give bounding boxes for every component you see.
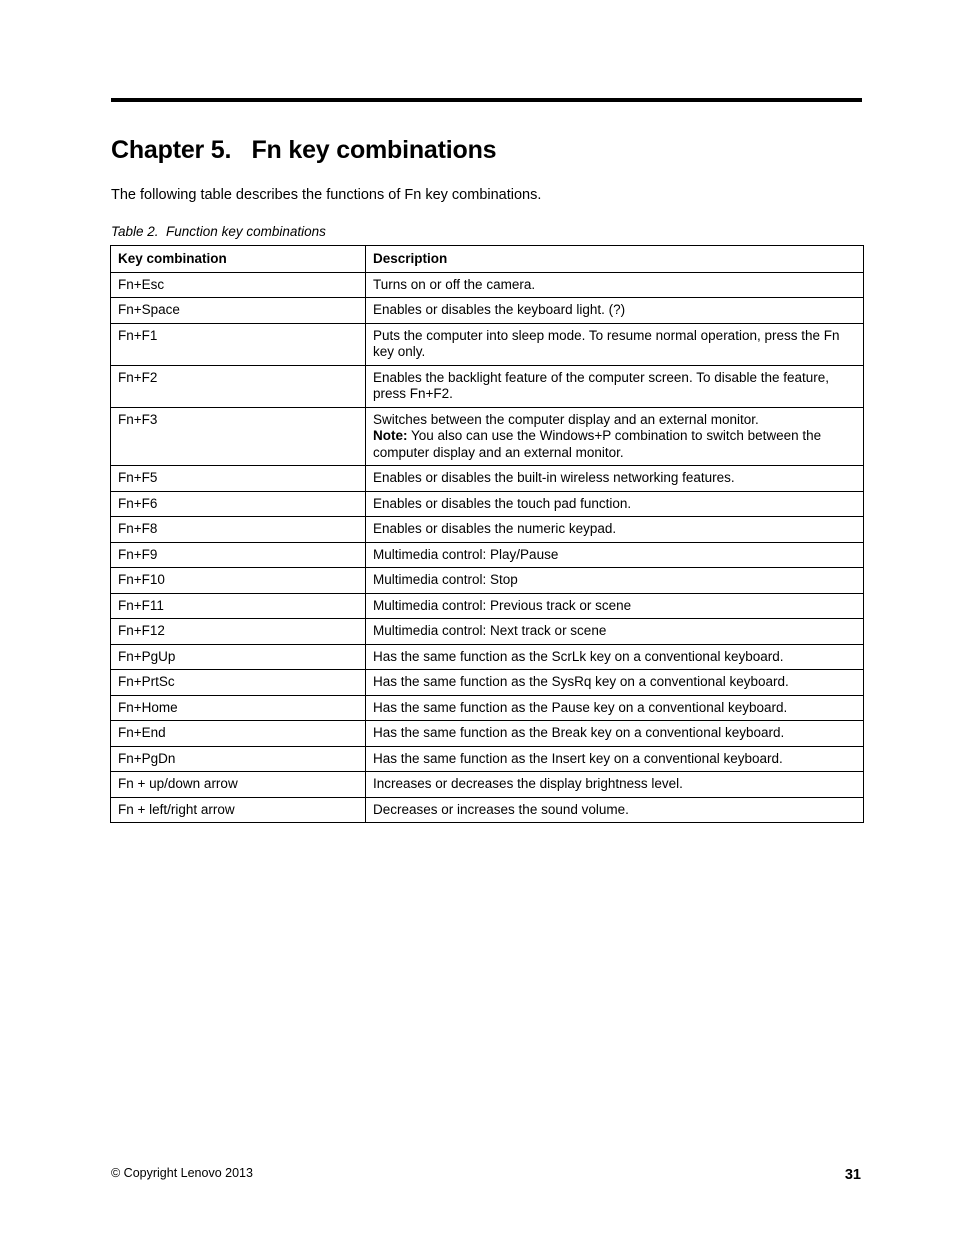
note-text: You also can use the Windows+P combination to switch between the computer display and an external monitor. (373, 428, 822, 460)
table-row (111, 746, 864, 772)
key-combination-cell: Fn+F10 (111, 568, 366, 594)
chapter-title: Chapter 5. Fn key combinations (111, 136, 497, 164)
key-combination-cell: Fn+F8 (111, 517, 366, 543)
key-combination-cell: Fn + left/right arrow (111, 797, 366, 823)
key-combination-cell: Fn+Esc (111, 272, 366, 298)
table-row (111, 542, 864, 568)
description-cell: Has the same function as the Break key on a conventional keyboard. (366, 721, 864, 747)
description-cell: Enables or disables the keyboard light. (?) (366, 298, 864, 324)
key-combination-cell: Fn+F6 (111, 491, 366, 517)
description-cell: Has the same function as the Pause key on a conventional keyboard. (366, 695, 864, 721)
description-cell: Enables the backlight feature of the computer screen. To disable the feature, press Fn+F2. (366, 365, 864, 407)
key-combination-cell: Fn+Space (111, 298, 366, 324)
description-cell: Turns on or off the camera. (366, 272, 864, 298)
key-combination-cell: Fn+F9 (111, 542, 366, 568)
header-description: Description (366, 246, 864, 273)
table-row (111, 466, 864, 492)
key-combination-cell: Fn+F11 (111, 593, 366, 619)
key-combination-cell: Fn+F5 (111, 466, 366, 492)
table-row (111, 365, 864, 407)
description-cell: Multimedia control: Play/Pause (366, 542, 864, 568)
key-combination-cell: Fn+Home (111, 695, 366, 721)
table-row (111, 298, 864, 324)
table-row (111, 491, 864, 517)
table-row (111, 593, 864, 619)
chapter-rule (111, 98, 862, 102)
description-cell: Enables or disables the numeric keypad. (366, 517, 864, 543)
key-combination-cell: Fn+PgUp (111, 644, 366, 670)
table-body (111, 272, 864, 823)
description-text: Switches between the computer display and an external monitor. (373, 411, 759, 427)
table-row (111, 721, 864, 747)
key-combination-cell: Fn+F12 (111, 619, 366, 645)
description-cell: Enables or disables the built-in wireless networking features. (366, 466, 864, 492)
description-cell: Puts the computer into sleep mode. To resume normal operation, press the Fn key only. (366, 323, 864, 365)
description-cell: Multimedia control: Next track or scene (366, 619, 864, 645)
intro-paragraph: The following table describes the functions of Fn key combinations. (111, 187, 542, 203)
note-label: Note: (373, 428, 408, 443)
description-cell: Increases or decreases the display brightness level. (366, 772, 864, 798)
description-cell: Has the same function as the SysRq key on a conventional keyboard. (366, 670, 864, 696)
table-header-row (111, 246, 864, 273)
table-row (111, 272, 864, 298)
table-row (111, 797, 864, 823)
description-cell: Multimedia control: Stop (366, 568, 864, 594)
description-cell: Enables or disables the touch pad function. (366, 491, 864, 517)
key-combination-cell: Fn+End (111, 721, 366, 747)
table-row (111, 644, 864, 670)
key-combination-cell: Fn+F1 (111, 323, 366, 365)
description-cell: Has the same function as the ScrLk key on a conventional keyboard. (366, 644, 864, 670)
table-caption: Table 2. Function key combinations (111, 224, 326, 239)
key-combination-cell: Fn+PrtSc (111, 670, 366, 696)
fn-key-table (110, 245, 864, 823)
table-row (111, 619, 864, 645)
key-combination-cell: Fn+PgDn (111, 746, 366, 772)
key-combination-cell: Fn + up/down arrow (111, 772, 366, 798)
table-row (111, 323, 864, 365)
table-row (111, 695, 864, 721)
header-key-combination: Key combination (111, 246, 366, 273)
table-row (111, 568, 864, 594)
key-combination-cell: Fn+F2 (111, 365, 366, 407)
description-cell: Has the same function as the Insert key on a conventional keyboard. (366, 746, 864, 772)
copyright-notice: © Copyright Lenovo 2013 (111, 1166, 253, 1180)
table-row (111, 772, 864, 798)
page-number: 31 (844, 1167, 861, 1183)
table-row (111, 407, 864, 466)
description-cell (366, 407, 864, 466)
key-combination-cell: Fn+F3 (111, 407, 366, 466)
description-cell: Decreases or increases the sound volume. (366, 797, 864, 823)
table-row (111, 517, 864, 543)
table-row (111, 670, 864, 696)
description-cell: Multimedia control: Previous track or scene (366, 593, 864, 619)
note (373, 428, 857, 461)
